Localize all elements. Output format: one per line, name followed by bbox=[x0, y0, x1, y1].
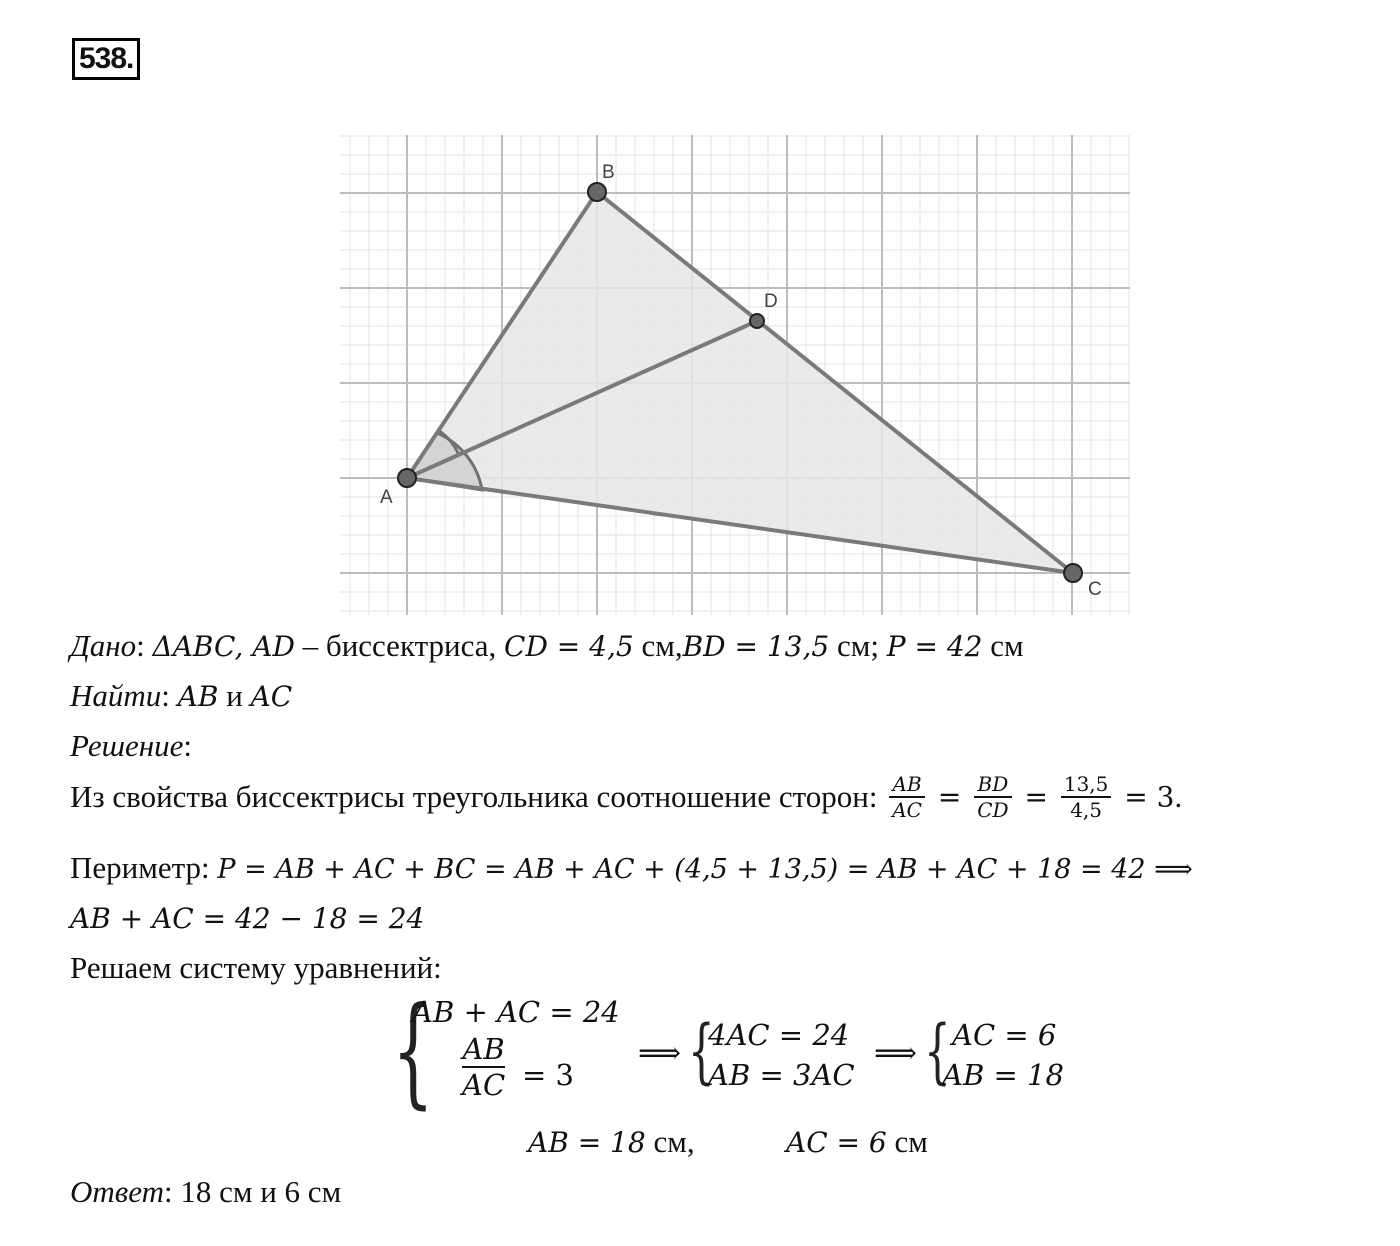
fraction-numbers bbox=[1061, 772, 1112, 822]
given-colon: : bbox=[136, 628, 145, 663]
final-ac-unit: см bbox=[886, 1124, 928, 1159]
triangle-figure bbox=[340, 135, 1140, 620]
point-a bbox=[398, 469, 416, 487]
system-label: Решаем систему уравнений: bbox=[70, 950, 442, 985]
given-triangle: ΔABC, AD bbox=[152, 630, 295, 663]
property-period: . bbox=[1174, 779, 1183, 814]
system-1-fraction bbox=[462, 1032, 505, 1102]
given-line bbox=[70, 628, 1024, 664]
label-a: A bbox=[380, 487, 393, 508]
system-1-fraction-denominator: AC bbox=[462, 1068, 506, 1102]
fraction-ab-ac bbox=[889, 772, 925, 822]
system-2-eq2: AB = 3AC bbox=[708, 1058, 855, 1092]
system-1-eq2-rhs: = 3 bbox=[522, 1058, 574, 1092]
solution-colon: : bbox=[183, 728, 192, 763]
point-c bbox=[1064, 564, 1082, 582]
solution-label: Решение bbox=[70, 728, 184, 763]
ratio-result: = 3 bbox=[1115, 780, 1175, 814]
given-unit-3: см bbox=[982, 628, 1024, 663]
label-c: C bbox=[1088, 579, 1102, 600]
system-2-eq1: 4AC = 24 bbox=[708, 1018, 850, 1052]
given-cd: CD = 4,5 bbox=[504, 630, 634, 663]
find-ac: AC bbox=[250, 680, 293, 713]
perimeter-label: Периметр: bbox=[70, 850, 218, 885]
property-text: Из свойства биссектрисы треугольника соотношение сторон: bbox=[70, 779, 886, 814]
final-ab bbox=[528, 1124, 695, 1160]
given-bisector-word: биссектриса, bbox=[325, 628, 505, 663]
fraction-1-numerator: AB bbox=[892, 772, 922, 796]
perimeter-line-2 bbox=[70, 900, 424, 936]
system-2-brace: { bbox=[688, 1010, 715, 1092]
point-b bbox=[588, 183, 606, 201]
fraction-2-denominator: CD bbox=[974, 796, 1011, 822]
final-ac-value: AC = 6 bbox=[786, 1126, 887, 1159]
equals-2: = bbox=[1015, 780, 1057, 814]
answer-line bbox=[70, 1174, 341, 1210]
label-b: B bbox=[602, 162, 615, 183]
point-d bbox=[750, 314, 764, 328]
sum-ab-ac: AB + AC = 42 − 18 = 24 bbox=[70, 902, 425, 935]
solution-line bbox=[70, 728, 192, 764]
fraction-1-denominator: AC bbox=[889, 796, 925, 822]
fraction-3-denominator: 4,5 bbox=[1061, 796, 1112, 822]
fraction-bd-cd bbox=[974, 772, 1011, 822]
system-3-eq2: AB = 18 bbox=[942, 1058, 1064, 1092]
arrow-1: ⟹ bbox=[638, 1036, 682, 1071]
final-ab-value: AB = 18 bbox=[528, 1126, 646, 1159]
equals-1: = bbox=[928, 780, 971, 814]
given-dash: – bbox=[294, 628, 326, 663]
problem-number: 538. bbox=[72, 38, 140, 80]
final-ab-unit: см, bbox=[645, 1124, 695, 1159]
find-line bbox=[70, 678, 292, 714]
find-colon: : bbox=[161, 678, 178, 713]
perimeter-expression: P = AB + AC + BC = AB + AC + (4,5 + 13,5) = AB + AC + 18 = 42 ⟹ bbox=[217, 854, 1193, 885]
find-and: и bbox=[218, 678, 251, 713]
final-ac bbox=[786, 1124, 928, 1160]
system-1-eq1: AB + AC = 24 bbox=[412, 995, 620, 1029]
given-bd: BD = 13,5 bbox=[682, 630, 830, 663]
given-unit-2: см; bbox=[829, 628, 887, 663]
fraction-3-numerator: 13,5 bbox=[1063, 772, 1109, 796]
find-label: Найти bbox=[70, 678, 162, 713]
fraction-2-numerator: BD bbox=[977, 772, 1009, 796]
system-1-brace: { bbox=[392, 982, 434, 1121]
arrow-2: ⟹ bbox=[874, 1036, 918, 1071]
perimeter-line bbox=[70, 850, 1193, 886]
answer-colon: : bbox=[163, 1174, 181, 1209]
property-line bbox=[70, 772, 1182, 822]
system-1-fraction-numerator: AB bbox=[462, 1032, 505, 1066]
given-label: Дано bbox=[70, 628, 137, 663]
answer-text: 18 см и 6 см bbox=[180, 1174, 342, 1209]
find-ab: AB bbox=[177, 680, 219, 713]
given-unit-1: см, bbox=[633, 628, 683, 663]
system-3-brace: { bbox=[924, 1010, 951, 1092]
system-3-eq1: AC = 6 bbox=[952, 1018, 1057, 1052]
label-d: D bbox=[764, 291, 778, 312]
answer-label: Ответ bbox=[70, 1174, 164, 1209]
given-perimeter: P = 42 bbox=[886, 630, 983, 663]
